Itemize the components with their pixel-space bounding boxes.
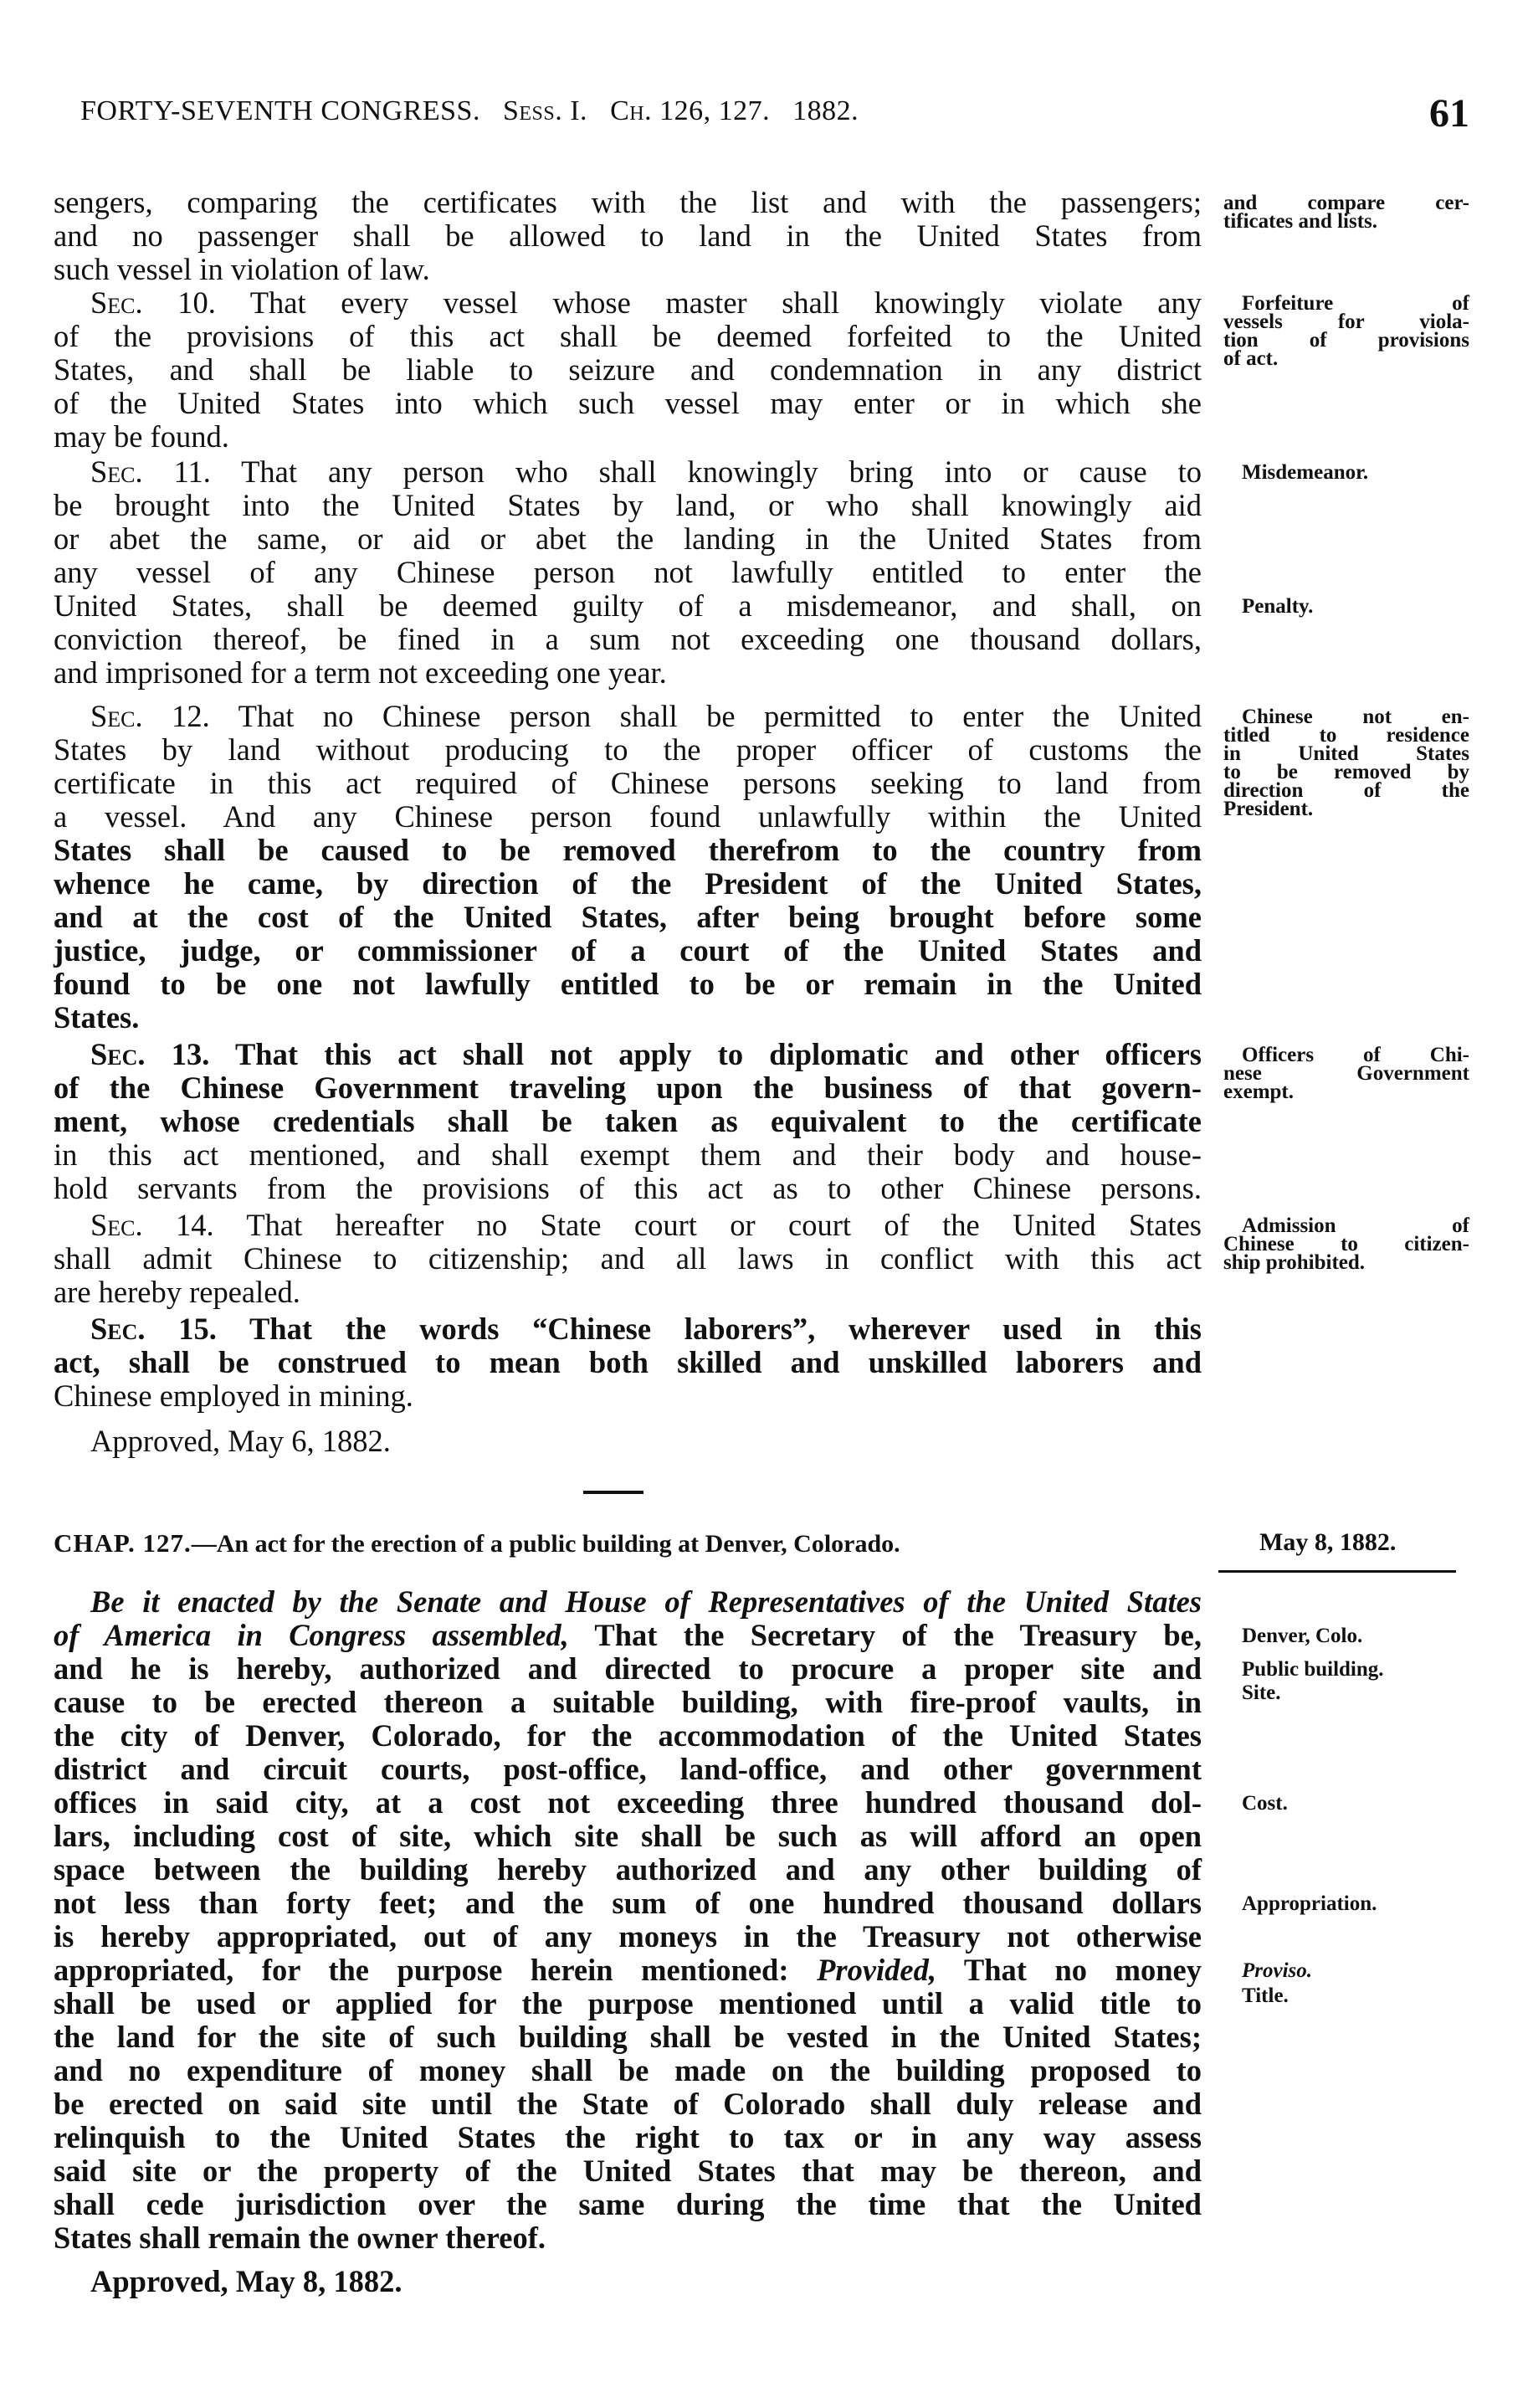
margin-note <box>1223 1214 1469 1274</box>
section-label: Sec. 15. <box>90 1312 217 1346</box>
text-line: space between the building hereby authorized and any other building of <box>54 1852 1202 1887</box>
margin-note-line: nese Government <box>1223 1062 1469 1085</box>
margin-note-line: direction of the <box>1223 779 1469 802</box>
margin-note <box>1223 292 1469 370</box>
margin-note-line: vessels for viola- <box>1223 311 1469 333</box>
enacting-clause-cont: of America in Congress assembled, <box>54 1618 569 1652</box>
section-text: That hereafter no State court or court of the United States <box>246 1208 1202 1242</box>
margin-note <box>1242 1959 1488 1982</box>
margin-note-line: tion of provisions <box>1223 329 1469 352</box>
margin-note <box>1242 1627 1488 1646</box>
margin-note-line: to be removed by <box>1223 761 1469 783</box>
text-line: and at the cost of the United States, after being brought before some <box>54 900 1202 934</box>
section-10-line <box>90 286 1202 320</box>
section-text: That no Chinese person shall be permitted to enter the United <box>238 699 1202 733</box>
margin-note-line: Chinese to citizen- <box>1223 1233 1469 1255</box>
text-line: such vessel in violation of law. <box>54 252 430 286</box>
margin-note <box>1223 194 1469 231</box>
text-line: a vessel. And any Chinese person found unlawfully within the United <box>54 799 1202 834</box>
text-line: shall admit Chinese to citizenship; and all laws in conflict with this act <box>54 1241 1202 1276</box>
section-13-line <box>90 1038 1202 1071</box>
text-segment: That the Secretary of the Treasury be, <box>594 1618 1202 1652</box>
margin-note-line: Proviso. <box>1242 1959 1313 1982</box>
text-line: lars, including cost of site, which site shall be such as will afford an open <box>54 1819 1202 1853</box>
text-line: any vessel of any Chinese person not lawfully entitled to enter the <box>54 555 1202 589</box>
margin-note-line: in United States <box>1223 742 1469 765</box>
chapter-127-heading <box>54 1528 900 1558</box>
margin-note <box>1223 708 1469 819</box>
text-line: be erected on said site until the State of Colorado shall duly release and <box>54 2087 1202 2121</box>
text-line: not less than forty feet; and the sum of one hundred thousand dollars <box>54 1886 1202 1920</box>
margin-note <box>1242 1794 1488 1813</box>
text-line: or abet the same, or aid or abet the landing in the United States from <box>54 521 1202 556</box>
text-line: said site or the property of the United States that may be thereon, and <box>54 2154 1202 2188</box>
text-line: States, and shall be liable to seizure and condemnation in any district <box>54 352 1202 387</box>
margin-note <box>1242 1984 1488 2007</box>
margin-note-line: Officers of Chi- <box>1242 1044 1469 1066</box>
text-line: and no passenger shall be allowed to land in the United States from <box>54 218 1202 253</box>
text-line: justice, judge, or commissioner of a court of the United States and <box>54 933 1202 968</box>
text-line: Chinese employed in mining. <box>54 1379 413 1413</box>
text-line: sengers, comparing the certificates with the list and with the passengers; <box>54 185 1202 219</box>
text-line: of the provisions of this act shall be deemed forfeited to the United <box>54 319 1202 353</box>
margin-note-line: Public building. <box>1242 1658 1384 1681</box>
text-line: are hereby repealed. <box>54 1275 300 1309</box>
text-segment: appropriated, for the purpose herein mentioned: <box>54 1953 789 1987</box>
section-label: Sec. 13. <box>90 1037 210 1071</box>
margin-note-line: Forfeiture of <box>1242 292 1469 315</box>
text-line: shall cede jurisdiction over the same during the time that the United <box>54 2187 1202 2221</box>
margin-note-line: titled to residence <box>1223 724 1469 747</box>
chapter-title: —An act for the erection of a public building at Denver, Colorado. <box>191 1530 900 1558</box>
text-line: be brought into the United States by land, or who shall knowingly aid <box>54 488 1202 522</box>
text-line: and no expenditure of money shall be made on the building proposed to <box>54 2053 1202 2087</box>
text-line: found to be one not lawfully entitled to be or remain in the United <box>54 967 1202 1001</box>
text-line: conviction thereof, be fined in a sum not exceeding one thousand dollars, <box>54 622 1202 656</box>
text-line: States. <box>54 1000 140 1035</box>
section-text: That this act shall not apply to diplomatic and other officers <box>234 1037 1202 1071</box>
margin-note-line: Cost. <box>1242 1792 1288 1815</box>
margin-note-line: of act. <box>1223 347 1279 370</box>
text-line: cause to be erected thereon a suitable building, with fire-proof vaults, in <box>54 1685 1202 1719</box>
enacting-clause: Be it enacted by the Senate and House of Representatives of the United States <box>90 1584 1202 1619</box>
margin-note-line: Denver, Colo. <box>1242 1625 1363 1647</box>
text-line: hold servants from the provisions of this act as to other Chinese persons. <box>54 1171 1202 1205</box>
text-line: shall be used or applied for the purpose mentioned until a valid title to <box>54 1986 1202 2020</box>
margin-note-line: Appropriation. <box>1242 1892 1377 1915</box>
text-line: and imprisoned for a term not exceeding one year. <box>54 655 667 690</box>
margin-note <box>1242 595 1488 618</box>
section-label: Sec. 11. <box>90 454 211 489</box>
date-underline-rule <box>1218 1570 1456 1573</box>
chapter-separator-rule <box>583 1491 643 1494</box>
section-14-line <box>90 1209 1202 1242</box>
text-line: district and circuit courts, post-office, land-office, and other government <box>54 1752 1202 1786</box>
section-text: That every vessel whose master shall knowingly violate any <box>249 285 1202 320</box>
text-line: and he is hereby, authorized and directed to procure a proper site and <box>54 1651 1202 1686</box>
text-line: ment, whose credentials shall be taken as equivalent to the certificate <box>54 1104 1202 1138</box>
margin-note-line: Admission of <box>1242 1214 1469 1237</box>
margin-note-line: tificates and lists. <box>1223 210 1378 233</box>
text-line: in this act mentioned, and shall exempt them and their body and house- <box>54 1137 1202 1172</box>
margin-note-line: Site. <box>1242 1681 1281 1704</box>
approval-date-126: Approved, May 6, 1882. <box>90 1424 391 1458</box>
approval-date-127: Approved, May 8, 1882. <box>90 2264 402 2298</box>
text-line: of the United States into which such vessel may enter or in which she <box>54 386 1202 420</box>
chapter-label: CHAP. 127. <box>54 1528 192 1558</box>
session-label: Sess. I. <box>502 95 588 126</box>
text-line: States shall be caused to be removed therefrom to the country from <box>54 833 1202 867</box>
provided-word: Provided, <box>817 1953 936 1987</box>
text-line: is hereby appropriated, out of any moneys in the Treasury not otherwise <box>54 1919 1202 1954</box>
text-line: the land for the site of such building shall be vested in the United States; <box>54 2020 1202 2054</box>
margin-note-line: President. <box>1223 798 1314 820</box>
proviso-line <box>54 1954 1202 1987</box>
text-segment: That no money <box>963 1953 1202 1987</box>
section-text: That any person who shall knowingly bring into or cause to <box>241 454 1202 489</box>
text-line: relinquish to the United States the right to tax or in any way assess <box>54 2120 1202 2154</box>
margin-note <box>1242 461 1488 484</box>
text-line: act, shall be construed to mean both skilled and unskilled laborers and <box>54 1345 1202 1379</box>
text-line: States by land without producing to the proper officer of customs the <box>54 732 1202 767</box>
margin-note-line: ship prohibited. <box>1223 1251 1366 1274</box>
enacting-clause-line <box>54 1619 1202 1652</box>
margin-note-line: Chinese not en- <box>1242 706 1469 728</box>
margin-note <box>1242 1892 1488 1915</box>
margin-note-line: Title. <box>1242 1984 1289 2007</box>
text-line: the city of Denver, Colorado, for the accommodation of the United States <box>54 1718 1202 1753</box>
margin-note <box>1223 1046 1469 1101</box>
chapter-127-date: May 8, 1882. <box>1259 1528 1397 1556</box>
running-head <box>80 90 1469 141</box>
margin-note-line: Penalty. <box>1242 595 1314 618</box>
page-number: 61 <box>1429 91 1469 136</box>
margin-note <box>1242 1658 1488 1681</box>
margin-note <box>1242 1681 1488 1704</box>
section-11-line <box>90 455 1202 489</box>
margin-note-line: and compare cer- <box>1223 192 1469 214</box>
margin-note-line: exempt. <box>1223 1081 1294 1103</box>
text-line: of the Chinese Government traveling upon the business of that govern- <box>54 1071 1202 1105</box>
text-line: may be found. <box>54 419 229 454</box>
section-label: Sec. 12. <box>90 699 210 733</box>
text-line: whence he came, by direction of the President of the United States, <box>54 866 1202 901</box>
chapters-label: Ch. 126, 127. <box>610 95 771 126</box>
text-line: offices in said city, at a cost not exceeding three hundred thousand dol- <box>54 1785 1202 1820</box>
section-text: That the words “Chinese laborers”, wherever used in this <box>249 1312 1202 1346</box>
section-label: Sec. 10. <box>90 285 216 320</box>
margin-note-line: Misdemeanor. <box>1242 461 1369 484</box>
running-head-title <box>80 95 859 127</box>
text-line: United States, shall be deemed guilty of a misdemeanor, and shall, on <box>54 588 1202 623</box>
year-label: 1882. <box>792 95 859 126</box>
text-line: certificate in this act required of Chinese persons seeking to land from <box>54 766 1202 800</box>
section-15-line <box>90 1312 1202 1346</box>
congress-label: FORTY-SEVENTH CONGRESS. <box>80 95 480 126</box>
section-label: Sec. 14. <box>90 1208 214 1242</box>
section-12-line <box>90 700 1202 733</box>
text-line: States shall remain the owner thereof. <box>54 2221 546 2255</box>
